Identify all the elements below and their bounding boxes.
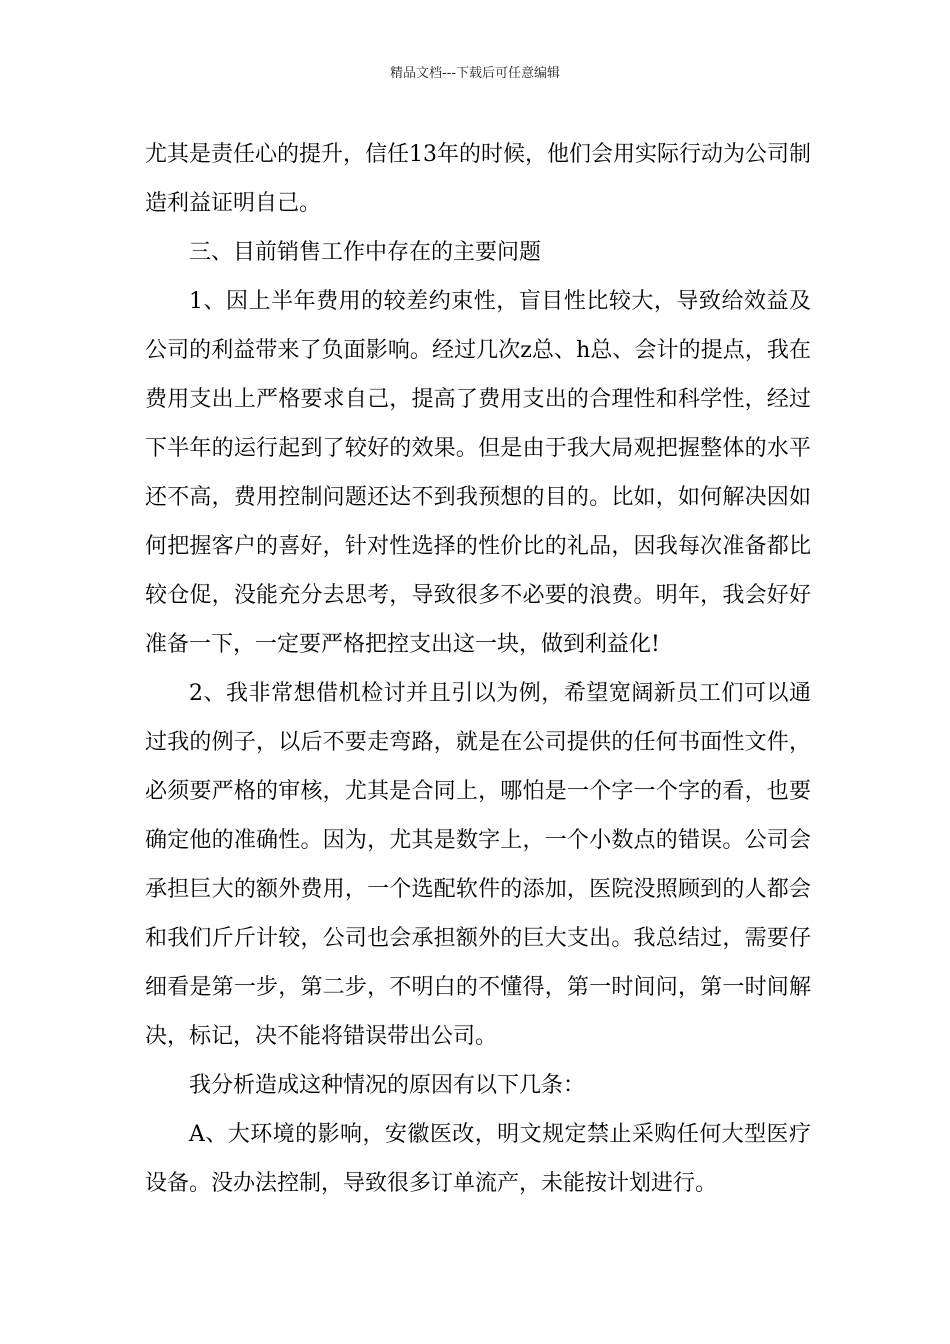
paragraph-continuation: 尤其是责任心的提升，信任13年的时候，他们会用实际行动为公司制造利益证明自己。 (145, 142, 811, 216)
paragraph-reason-a: A、大环境的影响，安徽医改，明文规定禁止采购任何大型医疗设备。没办法控制，导致很多订单流产，未能按计划进行。 (145, 1122, 811, 1196)
page-header: 精品文档---下载后可任意编辑 (389, 66, 561, 81)
paragraph-item-2: 2、我非常想借机检讨并且引以为例，希望宽阔新员工们可以通过我的例子，以后不要走弯路，就是在公司提供的任何书面性文件，必须要严格的审核，尤其是合同上，哪怕是一个字一个字的看，也要确定他的准确性。因为，尤其是数字上，一个小数点的错误。公司会承担巨大的额外费用，一个选配软件的添加，医院没照顾到的人都会和我们斤斤计较，公司也会承担额外的巨大支出。我总结过，需要仔细看是第一步，第二步，不明白的不懂得，第一时间问，第一时间解决，标记，决不能将错误带出公司。 (145, 681, 811, 1049)
paragraph-analysis-intro: 我分析造成这种情况的原因有以下几条： (189, 1073, 586, 1098)
section-heading: 三、目前销售工作中存在的主要问题 (189, 240, 542, 265)
paragraph-item-1: 1、因上半年费用的较差约束性，盲目性比较大，导致给效益及公司的利益带来了负面影响。经过几次z总、h总、会计的提点，我在费用支出上严格要求自己，提高了费用支出的合理性和科学性，经过下半年的运行起到了较好的效果。但是由于我大局观把握整体的水平还不高，费用控制问题还达不到我预想的目的。比如，如何解决因如何把握客户的喜好，针对性选择的性价比的礼品，因我每次准备都比较仓促，没能充分去思考，导致很多不必要的浪费。明年，我会好好准备一下，一定要严格把控支出这一块，做到利益化! (145, 289, 811, 657)
document-body (145, 130, 811, 1208)
